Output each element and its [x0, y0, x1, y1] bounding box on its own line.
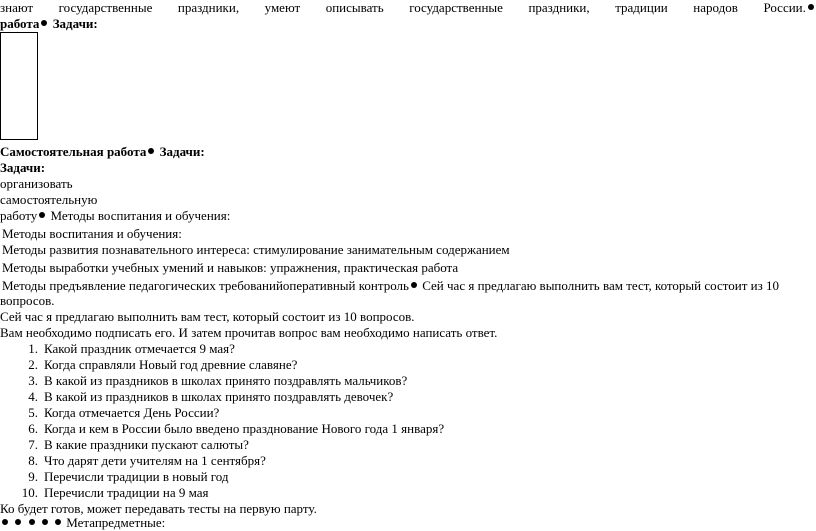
task-text-with-methods: работу Методы воспитания и обучения: — [0, 208, 231, 223]
intro-word: умеют — [264, 0, 301, 15]
bullet-icon — [148, 148, 154, 154]
task-text: самостоятельную — [0, 192, 98, 207]
question-item: 9. Перечисли традиции в новый год — [28, 469, 229, 484]
bullet-icon — [411, 282, 417, 288]
instruction-line: Вам необходимо подписать его. И затем прочитав вопрос вам необходимо написать ответ. — [0, 325, 498, 340]
bullet-icon — [2, 519, 8, 525]
intro-word: государственные — [409, 0, 503, 15]
intro-word-end: России. — [763, 0, 815, 16]
footer-label: Метапредметные: — [66, 515, 166, 530]
question-item: 2. Когда справляли Новый год древние славяне? — [28, 357, 298, 372]
question-item: 7. В какие праздники пускают салюты? — [28, 437, 249, 452]
bullet-icon — [42, 519, 48, 525]
image-placeholder — [0, 32, 38, 140]
tasks-line: работа Задачи: — [0, 16, 98, 31]
intro-word: описывать — [325, 0, 384, 15]
methods-row: Методы выработки учебных умений и навыков: упражнения, практическая работа — [2, 260, 459, 275]
closing-line: Ко будет готов, может передавать тесты на первую парту. — [0, 501, 317, 516]
bullet-icon — [55, 519, 61, 525]
intro-word: традиции — [615, 0, 668, 15]
question-item: 6. Когда и кем в России было введено празднование Нового года 1 января? — [28, 421, 445, 436]
methods-row: Методы предъявление педагогических требованийоперативный контроль Сей час я предлагаю выполнить вам тест, который состоит из 10 — [2, 278, 779, 293]
intro-word: знают — [0, 0, 34, 15]
intro-line — [0, 0, 816, 16]
question-item: 4. В какой из праздников в школах принято поздравлять девочек? — [28, 389, 394, 404]
task-text: организовать — [0, 176, 73, 191]
methods-row: Методы воспитания и обучения: — [2, 226, 182, 241]
bullet-icon — [29, 519, 35, 525]
question-item: 1. Какой праздник отмечается 9 мая? — [28, 341, 235, 356]
tasks-label: Задачи: — [0, 160, 46, 175]
intro-word: праздники, — [177, 0, 240, 15]
bullet-icon — [15, 519, 21, 525]
question-item: 8. Что дарят дети учителям на 1 сентября? — [28, 453, 266, 468]
question-item: 10. Перечисли традиции на 9 мая — [21, 485, 209, 500]
bullet-icon — [39, 212, 45, 218]
methods-row: Методы развития познавательного интереса: стимулирование занимательным содержанием — [2, 242, 510, 257]
bullet-icon — [808, 4, 814, 10]
bullet-icon — [41, 20, 47, 26]
question-item: 3. В какой из праздников в школах принято поздравлять мальчиков? — [28, 373, 408, 388]
footer-line — [0, 515, 165, 531]
section-heading: Самостоятельная работа Задачи: — [0, 144, 205, 159]
question-item: 5. Когда отмечается День России? — [28, 405, 220, 420]
intro-word: государственные — [58, 0, 153, 15]
methods-row-wrap: вопросов. — [0, 293, 55, 308]
intro-word: народов — [693, 0, 738, 15]
intro-word: праздники, — [528, 0, 590, 15]
instruction-line: Сей час я предлагаю выполнить вам тест, который состоит из 10 вопросов. — [0, 309, 415, 324]
